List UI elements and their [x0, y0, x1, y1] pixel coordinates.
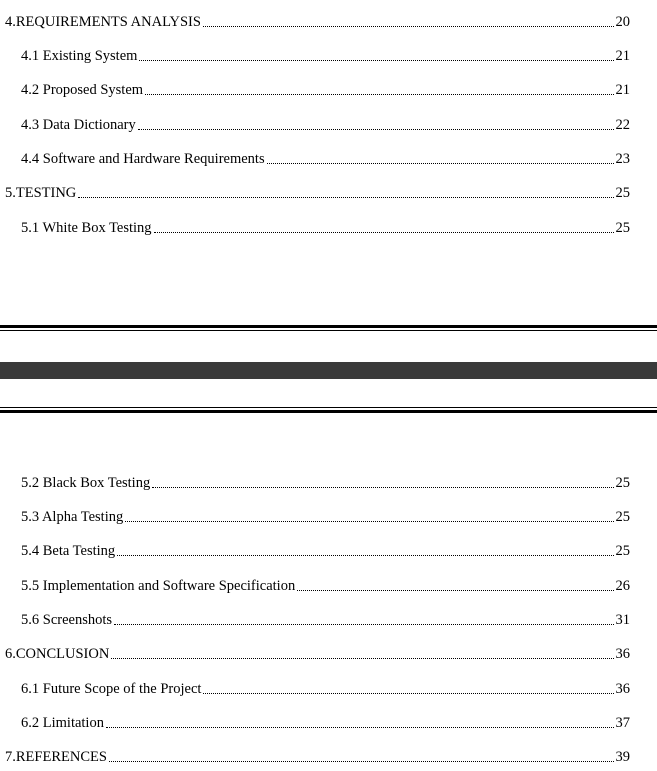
toc-entry-title: 4.2 Proposed System: [21, 82, 144, 98]
toc-entry-data-dictionary: [0, 115, 630, 135]
toc-entry-title: 4.4 Software and Hardware Requirements: [21, 151, 265, 167]
toc-entry-title: 6.2 Limitation: [21, 715, 104, 731]
toc-entry-proposed-system: [0, 80, 630, 100]
toc-entry-title: 7.REFERENCES: [5, 749, 107, 765]
page-top-border-thick: [0, 410, 657, 413]
toc-entry-page-number: 21: [615, 48, 630, 64]
toc-entry-testing: [0, 183, 630, 203]
page-bottom-border-thin: [0, 330, 657, 331]
toc-entry-white-box-testing: [0, 218, 630, 238]
toc-entry-title: 4.3 Data Dictionary: [21, 117, 136, 133]
toc-dot-leader: [111, 658, 613, 659]
toc-dot-leader: [139, 60, 613, 61]
page-gap-band: [0, 362, 657, 379]
toc-entry-title: 5.1 White Box Testing: [21, 220, 152, 236]
toc-entry-alpha-testing: [0, 507, 630, 527]
toc-entry-references: [0, 747, 630, 767]
toc-entry-page-number: 25: [615, 220, 630, 236]
toc-entry-title: 5.3 Alpha Testing: [21, 509, 124, 525]
toc-entry-beta-testing: [0, 541, 630, 561]
toc-dot-leader: [297, 590, 613, 591]
toc-entry-page-number: 25: [615, 475, 630, 491]
toc-entry-page-number: 37: [615, 715, 630, 731]
toc-entry-page-number: 20: [615, 14, 630, 30]
toc-entry-page-number: 25: [615, 543, 630, 559]
toc-entry-existing-system: [0, 46, 630, 66]
toc-dot-leader: [267, 163, 614, 164]
toc-entry-conclusion: [0, 644, 630, 664]
toc-entry-title: 5.4 Beta Testing: [21, 543, 116, 559]
toc-dot-leader: [117, 555, 613, 556]
toc-dot-leader: [145, 94, 613, 95]
toc-dot-leader: [203, 26, 614, 27]
toc-entry-title: 5.6 Screenshots: [21, 612, 113, 628]
toc-entry-limitation: [0, 713, 630, 733]
toc-dot-leader: [203, 693, 613, 694]
toc-dot-leader: [138, 129, 614, 130]
toc-entry-page-number: 25: [615, 509, 630, 525]
toc-entry-requirements-analysis: [0, 12, 630, 32]
toc-entry-page-number: 26: [615, 578, 630, 594]
toc-entry-page-number: 39: [615, 749, 630, 765]
toc-dot-leader: [125, 521, 613, 522]
toc-entry-title: 5.2 Black Box Testing: [21, 475, 151, 491]
toc-entry-title: 4.1 Existing System: [21, 48, 138, 64]
toc-entry-page-number: 31: [615, 612, 630, 628]
toc-entry-title: 5.5 Implementation and Software Specification: [21, 578, 296, 594]
toc-entry-future-scope: [0, 679, 630, 699]
toc-dot-leader: [106, 727, 614, 728]
toc-dot-leader: [154, 232, 614, 233]
toc-entry-page-number: 22: [615, 117, 630, 133]
page-bottom-border-thick: [0, 325, 657, 328]
toc-entry-title: 6.1 Future Scope of the Project: [21, 681, 202, 697]
toc-entry-implementation-software-specification: [0, 576, 630, 596]
toc-dot-leader: [109, 761, 614, 762]
toc-entry-title: 4.REQUIREMENTS ANALYSIS: [5, 14, 201, 30]
toc-entry-screenshots: [0, 610, 630, 630]
toc-entry-page-number: 25: [615, 185, 630, 201]
toc-dot-leader: [152, 487, 613, 488]
toc-entry-page-number: 21: [615, 82, 630, 98]
toc-entry-software-hardware-requirements: [0, 149, 630, 169]
toc-entry-page-number: 36: [615, 646, 630, 662]
toc-entry-page-number: 36: [615, 681, 630, 697]
toc-entry-page-number: 23: [615, 151, 630, 167]
toc-dot-leader: [78, 197, 613, 198]
page-top-border-thin: [0, 407, 657, 408]
toc-entry-title: 6.CONCLUSION: [5, 646, 110, 662]
toc-dot-leader: [114, 624, 613, 625]
toc-entry-black-box-testing: [0, 473, 630, 493]
toc-entry-title: 5.TESTING: [5, 185, 77, 201]
